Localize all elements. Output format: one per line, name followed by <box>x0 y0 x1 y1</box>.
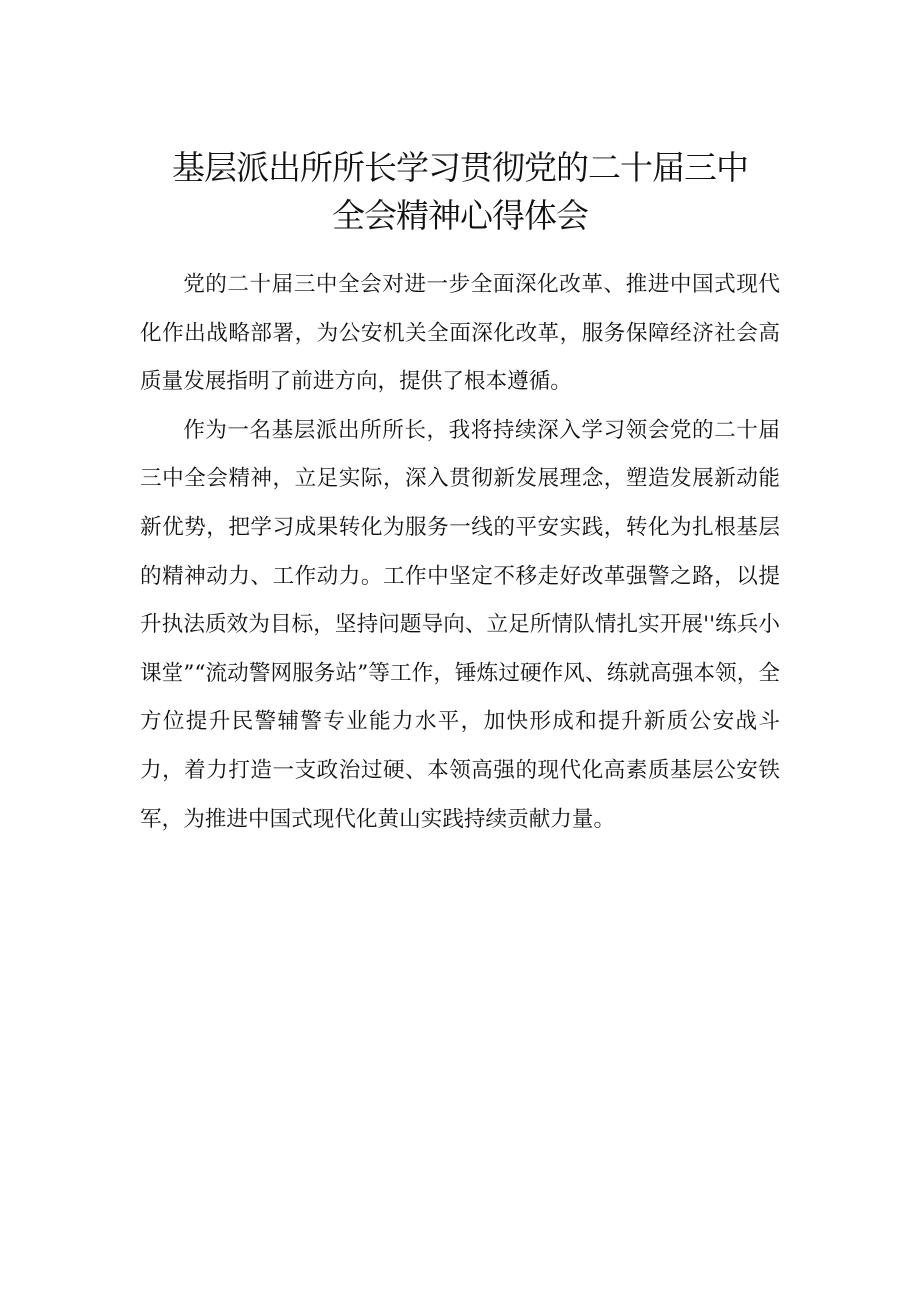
document-title-line-2: 全会精神心得体会 <box>332 196 588 235</box>
body-paragraph-1: 党的二十届三中全会对进一步全面深化改革、推进中国式现代化作出战略部署，为公安机关全面深化改革，服务保障经济社会高质量发展指明了前进方向，提供了根本遵循。 <box>140 272 780 395</box>
document-body <box>140 261 780 844</box>
document-title-line-1: 基层派出所所长学习贯彻党的二十届三中 <box>172 148 748 187</box>
body-paragraph-2: 作为一名基层派出所所长，我将持续深入学习领会党的二十届三中全会精神，立足实际，深入贯彻新发展理念，塑造发展新动能新优势，把学习成果转化为服务一线的平安实践，转化为扎根基层的精神动力、工作动力。工作中坚定不移走好改革强警之路，以提升执法质效为目标，坚持问题导向、立足所情队情扎实开展''练兵小课堂”“流动警网服务站”等工作，锤炼过硬作风、练就高强本领，全方位提升民警辅警专业能力水平，加快形成和提升新质公安战斗力，着力打造一支政治过硬、本领高强的现代化高素质基层公安铁军，为推进中国式现代化黄山实践持续贡献力量。 <box>140 417 780 832</box>
